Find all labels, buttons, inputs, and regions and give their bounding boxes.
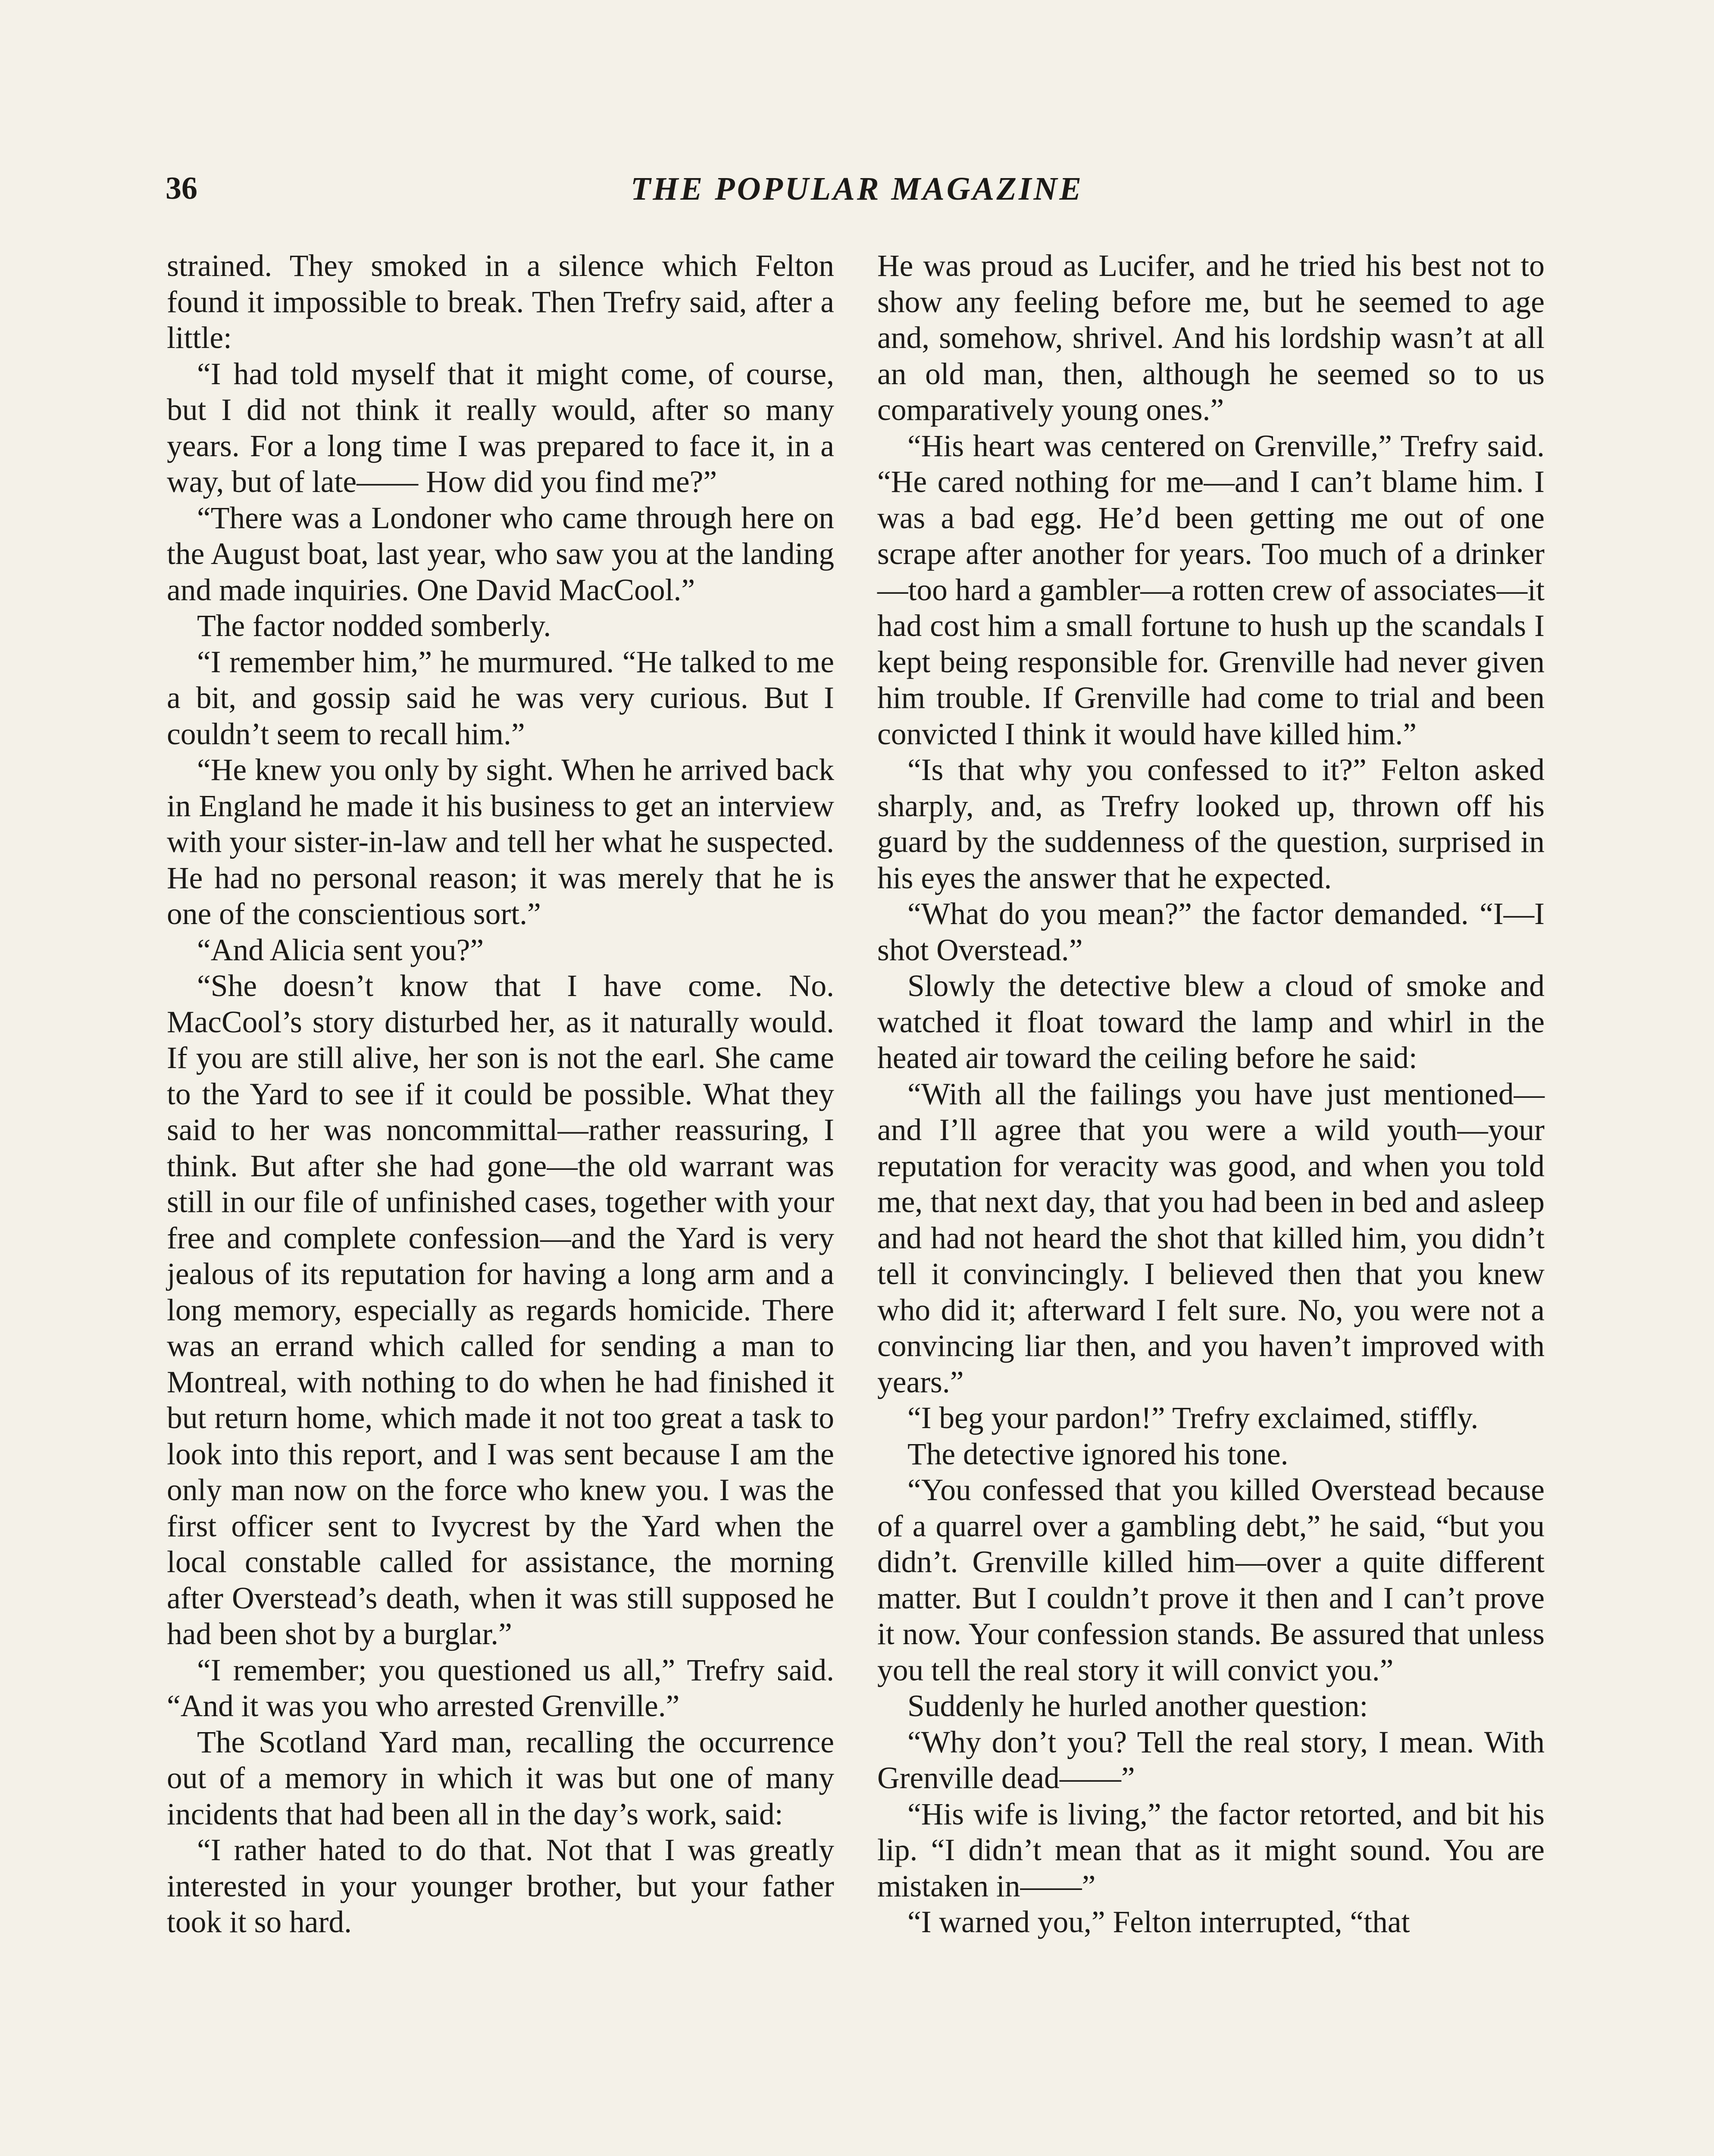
paragraph: “Why don’t you? Tell the real story, I mean. With Grenville dead——” bbox=[877, 1725, 1545, 1795]
paragraph: “She doesn’t know that I have come. No. MacCool’s story disturbed her, as it naturally would. If you are still alive, her son is not the earl. She came to the Yard to see if it could be possible. What they said to her was noncommittal—rather reassuring, I think. But after she had gone—the old warrant was still in our file of unfinished cases, together with your free and complete confession—and the Yard is very jealous of its reputation for having a long arm and a long memory, especially as regards homicide. There was an errand which called for sending a man to Montreal, with nothing to do when he had finished it but return home, which made it not too great a task to look into this report, and I was sent because I am the only man now on the force who knew you. I was the first officer sent to Ivycrest by the Yard when the local constable called for assistance, the morning after Overstead’s death, when it was still supposed he had been shot by a burglar.” bbox=[167, 969, 834, 1651]
paragraph: “Is that why you confessed to it?” Felton asked sharply, and, as Trefry looked up, thrown off his guard by the suddenness of the question, surprised in his eyes the answer that he expected. bbox=[877, 753, 1545, 895]
paragraph: “I warned you,” Felton interrupted, “that bbox=[907, 1905, 1410, 1939]
paragraph: “I beg your pardon!” Trefry exclaimed, stiffly. bbox=[907, 1401, 1479, 1435]
paragraph: “What do you mean?” the factor demanded. “I—I shot Overstead.” bbox=[877, 897, 1545, 967]
paragraph: “I had told myself that it might come, of course, but I did not think it really would, after so many years. For a long time I was prepared to face it, in a way, but of late—— How did you find me?” bbox=[167, 357, 834, 499]
right-column bbox=[877, 248, 1545, 1940]
paragraph: Slowly the detective blew a cloud of smoke and watched it float toward the lamp and whirl in the heated air toward the ceiling before he said: bbox=[877, 969, 1545, 1075]
paragraph: The factor nodded somberly. bbox=[197, 609, 551, 643]
left-column bbox=[167, 248, 834, 1940]
paragraph: “His heart was centered on Grenville,” Trefry said. “He cared nothing for me—and I can’t blame him. I was a bad egg. He’d been getting me out of one scrape after another for years. Too much of a drinker—too hard a gambler—a rotten crew of associates—it had cost him a small fortune to hush up the scandals I kept being responsible for. Grenville had never given him trouble. If Grenville had come to trial and been convicted I think it would have killed him.” bbox=[877, 429, 1545, 751]
paragraph: “I remember him,” he murmured. “He talked to me a bit, and gossip said he was very curious. But I couldn’t seem to recall him.” bbox=[167, 645, 834, 751]
paragraph: The detective ignored his tone. bbox=[907, 1437, 1289, 1471]
paragraph: strained. They smoked in a silence which Felton found it impossible to break. Then Trefry said, after a little: bbox=[167, 249, 834, 355]
paragraph: “With all the failings you have just mentioned—and I’ll agree that you were a wild youth—your reputation for veracity was good, and when you told me, that next day, that you had been in bed and asleep and had not heard the shot that killed him, you didn’t tell it convincingly. I believed then that you knew who did it; afterward I felt sure. No, you were not a convincing liar then, and you haven’t improved with years.” bbox=[877, 1077, 1545, 1399]
paragraph: “And Alicia sent you?” bbox=[197, 933, 484, 967]
paragraph: “There was a Londoner who came through here on the August boat, last year, who saw you at the landing and made inquiries. One David MacCool.” bbox=[167, 501, 834, 607]
paragraph: “I rather hated to do that. Not that I was greatly interested in your younger brother, but your father took it so hard. bbox=[167, 1833, 834, 1939]
paragraph: “You confessed that you killed Overstead because of a quarrel over a gambling debt,” he said, “but you didn’t. Grenville killed him—over a quite different matter. But I couldn’t prove it then and I can’t prove it now. Your confession stands. Be assured that unless you tell the real story it will convict you.” bbox=[877, 1473, 1545, 1687]
paragraph: Suddenly he hurled another question: bbox=[907, 1689, 1368, 1723]
page-number: 36 bbox=[166, 171, 197, 206]
paragraph: He was proud as Lucifer, and he tried his best not to show any feeling before me, but he seemed to age and, somehow, shrivel. And his lordship wasn’t at all an old man, then, although he seemed so to us comparatively young ones.” bbox=[877, 249, 1545, 427]
paragraph: “He knew you only by sight. When he arrived back in England he made it his business to get an interview with your sister-in-law and tell her what he suspected. He had no personal reason; it was merely that he is one of the conscientious sort.” bbox=[167, 753, 834, 931]
running-head: THE POPULAR MAGAZINE bbox=[630, 171, 1084, 207]
paragraph: “I remember; you questioned us all,” Trefry said. “And it was you who arrested Grenville.” bbox=[167, 1653, 834, 1723]
paragraph: “His wife is living,” the factor retorted, and bit his lip. “I didn’t mean that as it might sound. You are mistaken in——” bbox=[877, 1797, 1545, 1903]
paragraph: The Scotland Yard man, recalling the occurrence out of a memory in which it was but one of many incidents that had been all in the day’s work, said: bbox=[167, 1725, 834, 1831]
